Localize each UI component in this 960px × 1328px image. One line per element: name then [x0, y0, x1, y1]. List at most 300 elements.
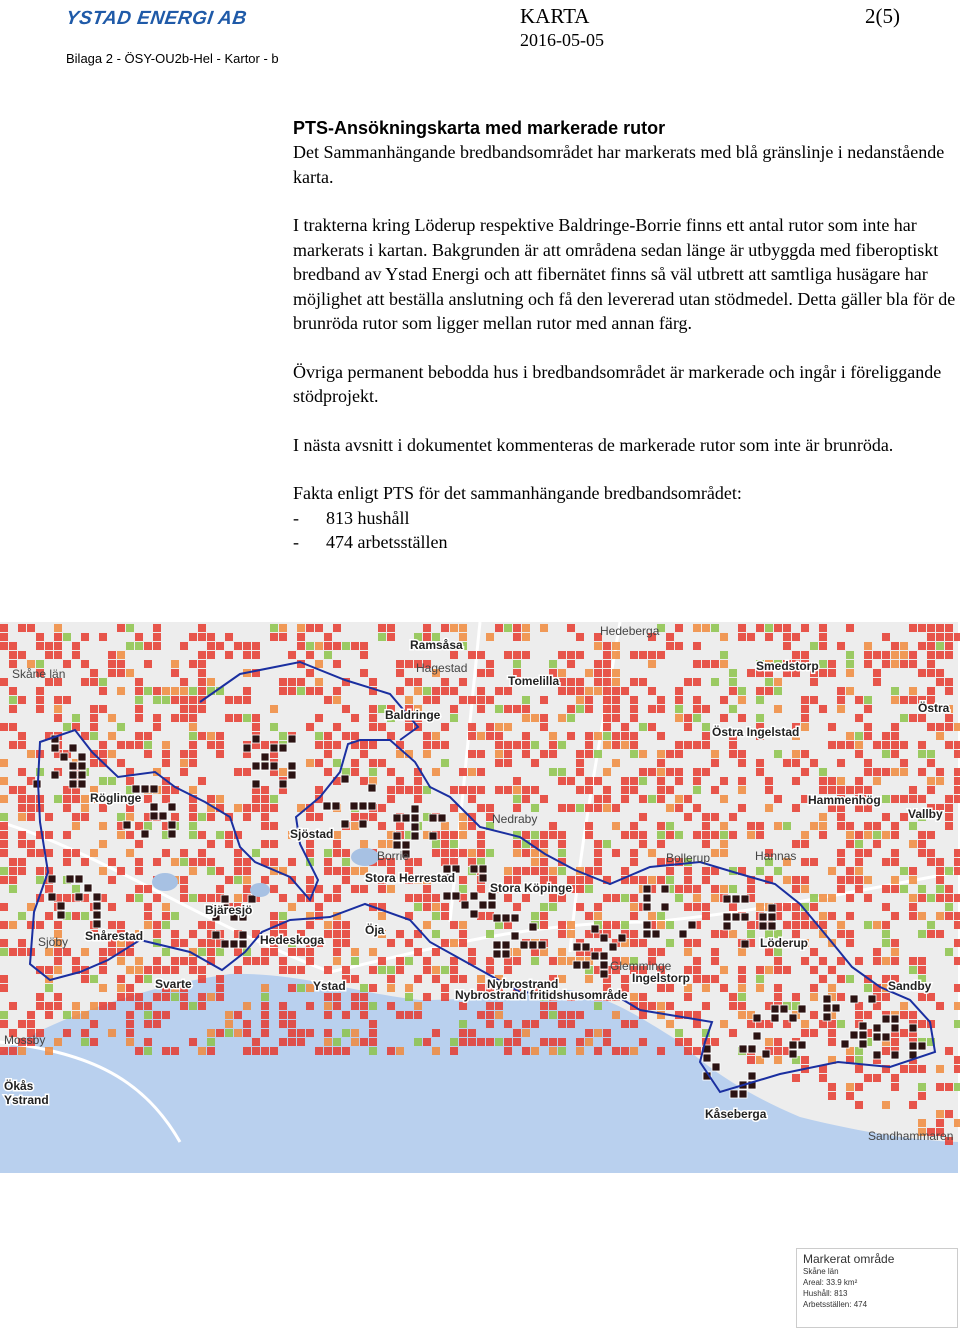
grid-square [837, 993, 845, 1001]
marked-square [78, 753, 86, 761]
place-label: Snårestad [85, 929, 144, 943]
grid-square [36, 921, 44, 929]
grid-square [99, 741, 107, 749]
grid-square [774, 687, 782, 695]
grid-square [216, 993, 224, 1001]
grid-square [855, 876, 863, 884]
grid-square [198, 921, 206, 929]
grid-square [720, 714, 728, 722]
grid-square [342, 849, 350, 857]
grid-square [279, 732, 287, 740]
grid-square [900, 642, 908, 650]
marked-square [393, 832, 401, 840]
grid-square [459, 1029, 467, 1037]
grid-square [945, 903, 953, 911]
grid-square [864, 759, 872, 767]
grid-square [864, 705, 872, 713]
grid-square [918, 930, 926, 938]
grid-square [684, 795, 692, 803]
grid-square [90, 1038, 98, 1046]
grid-square [378, 804, 386, 812]
grid-square [891, 768, 899, 776]
grid-square [810, 822, 818, 830]
grid-square [423, 966, 431, 974]
marked-square [51, 744, 59, 752]
grid-square [54, 1002, 62, 1010]
grid-square [585, 885, 593, 893]
grid-square [216, 984, 224, 992]
grid-square [603, 651, 611, 659]
grid-square [243, 642, 251, 650]
grid-square [621, 741, 629, 749]
grid-square [945, 741, 953, 749]
grid-square [459, 678, 467, 686]
grid-square [54, 633, 62, 641]
grid-square [117, 957, 125, 965]
grid-square [360, 1011, 368, 1019]
grid-square [459, 1038, 467, 1046]
grid-square [441, 759, 449, 767]
section-heading: PTS-Ansökningskarta med markerade rutor [293, 118, 666, 138]
grid-square [891, 1083, 899, 1091]
grid-square [0, 633, 8, 641]
grid-square [936, 1065, 944, 1073]
grid-square [459, 624, 467, 632]
grid-square [891, 660, 899, 668]
grid-square [18, 624, 26, 632]
grid-square [306, 840, 314, 848]
grid-square [468, 849, 476, 857]
grid-square [675, 750, 683, 758]
grid-square [675, 894, 683, 902]
marked-square [402, 841, 410, 849]
grid-square [702, 822, 710, 830]
grid-square [576, 696, 584, 704]
grid-square [639, 939, 647, 947]
grid-square [198, 660, 206, 668]
grid-square [945, 651, 953, 659]
grid-square [693, 786, 701, 794]
grid-square [522, 624, 530, 632]
grid-square [720, 633, 728, 641]
grid-square [567, 930, 575, 938]
grid-square [882, 1101, 890, 1109]
grid-square [738, 714, 746, 722]
grid-square [423, 903, 431, 911]
grid-square [612, 849, 620, 857]
grid-square [198, 669, 206, 677]
grid-square [423, 732, 431, 740]
grid-square [783, 633, 791, 641]
marked-square [69, 780, 77, 788]
grid-square [657, 795, 665, 803]
marked-square [75, 893, 83, 901]
grid-square [801, 723, 809, 731]
marked-square [823, 995, 831, 1003]
grid-square [639, 723, 647, 731]
grid-square [603, 678, 611, 686]
grid-square [954, 1083, 960, 1091]
grid-square [288, 678, 296, 686]
grid-square [765, 777, 773, 785]
grid-square [144, 885, 152, 893]
grid-square [198, 732, 206, 740]
grid-square [63, 894, 71, 902]
grid-square [315, 642, 323, 650]
grid-square [135, 894, 143, 902]
legend-line: Arbetsställen: 474 [803, 1300, 868, 1309]
grid-square [909, 903, 917, 911]
grid-square [459, 939, 467, 947]
grid-square [693, 678, 701, 686]
grid-square [198, 831, 206, 839]
grid-square [126, 984, 134, 992]
grid-square [846, 912, 854, 920]
grid-square [216, 642, 224, 650]
grid-square [216, 867, 224, 875]
grid-square [198, 1047, 206, 1055]
grid-square [261, 786, 269, 794]
grid-square [135, 732, 143, 740]
grid-square [306, 651, 314, 659]
grid-square [954, 912, 960, 920]
grid-square [900, 795, 908, 803]
marked-square [393, 814, 401, 822]
grid-square [558, 741, 566, 749]
marked-square [411, 823, 419, 831]
grid-square [567, 660, 575, 668]
grid-square [936, 768, 944, 776]
grid-square [549, 831, 557, 839]
grid-square [648, 948, 656, 956]
grid-square [423, 687, 431, 695]
grid-square [648, 651, 656, 659]
grid-square [117, 687, 125, 695]
grid-square [936, 732, 944, 740]
company-logo: YSTAD ENERGI AB [64, 8, 249, 29]
grid-square [765, 966, 773, 974]
grid-square [774, 867, 782, 875]
grid-square [576, 876, 584, 884]
grid-square [387, 966, 395, 974]
grid-square [234, 696, 242, 704]
marked-square [618, 934, 626, 942]
grid-square [9, 867, 17, 875]
grid-square [603, 732, 611, 740]
grid-square [909, 966, 917, 974]
grid-square [189, 858, 197, 866]
grid-square [189, 813, 197, 821]
place-label: Löderup [760, 936, 808, 950]
grid-square [162, 903, 170, 911]
grid-square [594, 1002, 602, 1010]
grid-square [540, 795, 548, 803]
grid-square [792, 876, 800, 884]
grid-square [711, 786, 719, 794]
grid-square [837, 696, 845, 704]
grid-square [378, 723, 386, 731]
grid-square [378, 633, 386, 641]
grid-square [423, 921, 431, 929]
grid-square [135, 840, 143, 848]
marked-square [859, 1022, 867, 1030]
grid-square [873, 669, 881, 677]
grid-square [603, 741, 611, 749]
grid-square [720, 660, 728, 668]
grid-square [9, 705, 17, 713]
grid-square [900, 1011, 908, 1019]
grid-square [198, 849, 206, 857]
grid-square [63, 831, 71, 839]
grid-square [378, 840, 386, 848]
grid-square [891, 1074, 899, 1082]
document-date: 2016-05-05 [520, 30, 604, 50]
grid-square [99, 678, 107, 686]
grid-square [171, 912, 179, 920]
grid-square [891, 732, 899, 740]
grid-square [405, 993, 413, 1001]
grid-square [927, 777, 935, 785]
grid-square [567, 921, 575, 929]
grid-square [927, 687, 935, 695]
grid-square [36, 642, 44, 650]
grid-square [333, 867, 341, 875]
grid-square [918, 1092, 926, 1100]
grid-square [189, 804, 197, 812]
grid-square [900, 885, 908, 893]
grid-square [459, 975, 467, 983]
grid-square [711, 678, 719, 686]
grid-square [252, 642, 260, 650]
grid-square [558, 777, 566, 785]
grid-square [729, 1029, 737, 1037]
grid-square [306, 759, 314, 767]
grid-square [396, 966, 404, 974]
grid-square [882, 732, 890, 740]
grid-square [567, 804, 575, 812]
grid-square [135, 687, 143, 695]
grid-square [234, 768, 242, 776]
grid-square [630, 651, 638, 659]
grid-square [369, 1002, 377, 1010]
grid-square [36, 687, 44, 695]
grid-square [756, 966, 764, 974]
grid-square [414, 687, 422, 695]
grid-square [612, 759, 620, 767]
grid-square [855, 1083, 863, 1091]
grid-square [243, 651, 251, 659]
grid-square [99, 705, 107, 713]
grid-square [693, 705, 701, 713]
grid-square [603, 804, 611, 812]
grid-square [234, 714, 242, 722]
grid-square [702, 732, 710, 740]
grid-square [621, 777, 629, 785]
grid-square [711, 660, 719, 668]
grid-square [360, 840, 368, 848]
grid-square [711, 849, 719, 857]
marked-square [239, 931, 247, 939]
grid-square [189, 633, 197, 641]
grid-square [882, 831, 890, 839]
place-label: Bjäresjö [205, 903, 253, 917]
grid-square [549, 660, 557, 668]
grid-square [144, 1047, 152, 1055]
grid-square [666, 786, 674, 794]
grid-square [369, 966, 377, 974]
grid-square [531, 1020, 539, 1028]
grid-square [162, 921, 170, 929]
grid-square [162, 687, 170, 695]
grid-square [684, 741, 692, 749]
grid-square [315, 741, 323, 749]
grid-square [513, 1038, 521, 1046]
grid-square [198, 687, 206, 695]
grid-square [207, 894, 215, 902]
grid-square [18, 912, 26, 920]
grid-square [585, 912, 593, 920]
grid-square [351, 1029, 359, 1037]
grid-square [126, 624, 134, 632]
grid-square [270, 804, 278, 812]
grid-square [180, 705, 188, 713]
grid-square [0, 849, 8, 857]
marked-square [741, 913, 749, 921]
marked-square [252, 762, 260, 770]
grid-square [9, 723, 17, 731]
grid-square [81, 1011, 89, 1019]
grid-square [126, 804, 134, 812]
grid-square [486, 1002, 494, 1010]
grid-square [540, 921, 548, 929]
grid-square [684, 1038, 692, 1046]
grid-square [414, 786, 422, 794]
grid-square [747, 822, 755, 830]
marked-square [239, 940, 247, 948]
grid-square [243, 1020, 251, 1028]
grid-square [261, 993, 269, 1001]
grid-square [801, 696, 809, 704]
grid-square [459, 786, 467, 794]
grid-square [522, 741, 530, 749]
grid-square [801, 957, 809, 965]
grid-square [468, 750, 476, 758]
grid-square [414, 795, 422, 803]
grid-square [342, 1029, 350, 1037]
grid-square [180, 678, 188, 686]
grid-square [585, 696, 593, 704]
grid-square [306, 948, 314, 956]
paragraph-5: Fakta enligt PTS för det sammanhängande bredbandsområdet: [293, 483, 742, 503]
grid-square [855, 840, 863, 848]
grid-square [306, 849, 314, 857]
grid-square [369, 1029, 377, 1037]
grid-square [531, 957, 539, 965]
grid-square [54, 921, 62, 929]
grid-square [891, 858, 899, 866]
grid-square [855, 750, 863, 758]
grid-square [504, 651, 512, 659]
grid-square [630, 1047, 638, 1055]
grid-square [180, 696, 188, 704]
grid-square [738, 804, 746, 812]
grid-square [432, 696, 440, 704]
grid-square [54, 966, 62, 974]
grid-square [36, 1002, 44, 1010]
grid-square [909, 876, 917, 884]
grid-square [810, 1029, 818, 1037]
grid-square [801, 885, 809, 893]
grid-square [909, 651, 917, 659]
grid-square [639, 651, 647, 659]
place-label: Sandhammaren [868, 1129, 954, 1143]
grid-square [819, 642, 827, 650]
grid-square [360, 777, 368, 785]
marked-square [882, 1033, 890, 1041]
grid-square [873, 831, 881, 839]
marked-square [753, 1032, 761, 1040]
grid-square [639, 1038, 647, 1046]
grid-square [99, 1002, 107, 1010]
grid-square [594, 795, 602, 803]
grid-square [279, 678, 287, 686]
grid-square [423, 885, 431, 893]
marked-square [873, 1024, 881, 1032]
grid-square [693, 660, 701, 668]
grid-square [54, 795, 62, 803]
grid-square [324, 1038, 332, 1046]
grid-square [171, 813, 179, 821]
grid-square [189, 831, 197, 839]
grid-square [18, 768, 26, 776]
grid-square [936, 669, 944, 677]
grid-square [450, 1047, 458, 1055]
grid-square [693, 894, 701, 902]
grid-square [297, 1029, 305, 1037]
grid-square [702, 867, 710, 875]
grid-square [351, 822, 359, 830]
grid-square [432, 849, 440, 857]
grid-square [288, 1029, 296, 1037]
grid-square [18, 858, 26, 866]
marked-square [859, 1040, 867, 1048]
grid-square [612, 741, 620, 749]
grid-square [846, 687, 854, 695]
grid-square [90, 678, 98, 686]
grid-square [342, 921, 350, 929]
legend-line: Hushåll: 813 [803, 1289, 848, 1298]
grid-square [36, 849, 44, 857]
grid-square [864, 696, 872, 704]
marked-square [78, 780, 86, 788]
marked-square [600, 934, 608, 942]
marked-square [51, 771, 59, 779]
grid-square [837, 705, 845, 713]
grid-square [666, 939, 674, 947]
grid-square [675, 795, 683, 803]
grid-square [702, 840, 710, 848]
grid-square [558, 957, 566, 965]
grid-square [819, 957, 827, 965]
grid-square [603, 1029, 611, 1037]
grid-square [756, 822, 764, 830]
grid-square [630, 777, 638, 785]
grid-square [855, 1065, 863, 1073]
grid-square [756, 831, 764, 839]
grid-square [99, 984, 107, 992]
grid-square [864, 660, 872, 668]
grid-square [567, 732, 575, 740]
